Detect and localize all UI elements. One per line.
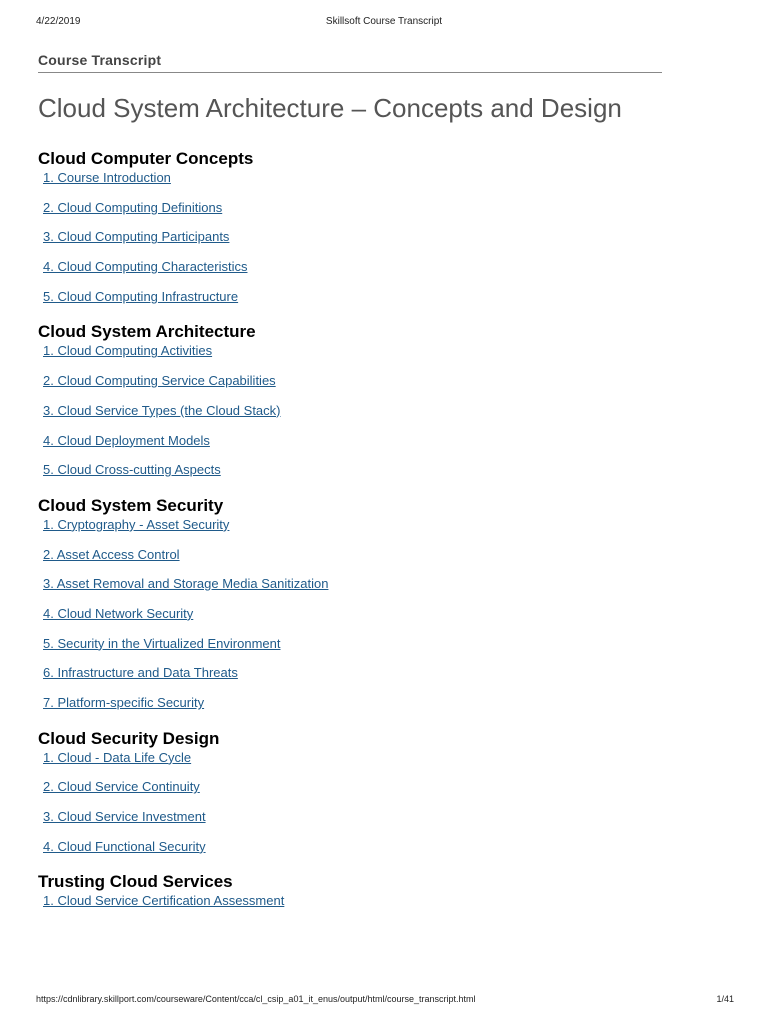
lesson-link[interactable]: 6. Infrastructure and Data Threats <box>43 665 238 681</box>
section-heading: Cloud System Security <box>38 495 224 515</box>
main-content <box>38 52 662 922</box>
lesson-list <box>38 169 662 317</box>
lesson-link[interactable]: 2. Cloud Computing Definitions <box>43 199 223 215</box>
section-heading: Trusting Cloud Services <box>38 872 233 892</box>
transcript-section <box>38 872 662 922</box>
section-heading: Cloud Computer Concepts <box>38 149 254 168</box>
lesson-link[interactable]: 1. Course Introduction <box>43 170 171 185</box>
lesson-item <box>38 228 662 258</box>
lesson-item <box>38 402 662 432</box>
lesson-item <box>38 749 662 779</box>
section-heading: Cloud System Architecture <box>38 322 256 342</box>
lesson-link[interactable]: 5. Cloud Computing Infrastructure <box>43 288 239 304</box>
lesson-link[interactable]: 4. Cloud Deployment Models <box>43 432 210 448</box>
page-number: 1/41 <box>716 994 734 1004</box>
lesson-item <box>38 546 662 576</box>
lesson-item <box>38 838 662 868</box>
lesson-item <box>38 605 662 635</box>
section-list <box>38 149 662 922</box>
lesson-link[interactable]: 4. Cloud Network Security <box>43 605 194 621</box>
lesson-link[interactable]: 1. Cloud Service Certification Assessment <box>43 893 285 909</box>
lesson-item <box>38 808 662 838</box>
lesson-item <box>38 664 662 694</box>
course-title: Cloud System Architecture – Concepts and Design <box>38 93 622 123</box>
lesson-item <box>38 778 662 808</box>
lesson-link[interactable]: 3. Cloud Service Investment <box>43 809 206 825</box>
lesson-list <box>38 516 662 724</box>
lesson-link[interactable]: 1. Cloud Computing Activities <box>43 343 213 359</box>
footer-url: https://cdnlibrary.skillport.com/courseware/Content/cca/cl_csip_a01_it_enus/output/html/course_transcript.html <box>36 994 476 1004</box>
lesson-link[interactable]: 2. Cloud Computing Service Capabilities <box>43 373 276 389</box>
lesson-list <box>38 342 662 490</box>
transcript-section <box>38 496 662 724</box>
lesson-link[interactable]: 5. Cloud Cross-cutting Aspects <box>43 462 221 478</box>
transcript-section <box>38 149 662 317</box>
lesson-link[interactable]: 1. Cloud - Data Life Cycle <box>43 749 192 765</box>
lesson-item <box>38 199 662 229</box>
lesson-item <box>38 372 662 402</box>
lesson-link[interactable]: 2. Asset Access Control <box>43 546 180 562</box>
transcript-label: Course Transcript <box>38 52 662 73</box>
lesson-item <box>38 258 662 288</box>
lesson-item <box>38 288 662 318</box>
lesson-link[interactable]: 3. Cloud Service Types (the Cloud Stack) <box>43 402 281 418</box>
lesson-item <box>38 432 662 462</box>
transcript-section <box>38 729 662 868</box>
lesson-link[interactable]: 3. Cloud Computing Participants <box>43 229 230 245</box>
lesson-item <box>38 516 662 546</box>
print-doc-title: Skillsoft Course Transcript <box>325 16 443 27</box>
lesson-link[interactable]: 4. Cloud Functional Security <box>43 838 206 854</box>
lesson-list <box>38 892 662 922</box>
lesson-item <box>38 575 662 605</box>
lesson-item <box>38 169 662 199</box>
lesson-item <box>38 635 662 665</box>
lesson-list <box>38 749 662 868</box>
print-date: 4/22/2019 <box>36 16 81 27</box>
lesson-item <box>38 892 662 922</box>
lesson-link[interactable]: 4. Cloud Computing Characteristics <box>43 259 248 275</box>
lesson-link[interactable]: 2. Cloud Service Continuity <box>43 779 200 795</box>
lesson-item <box>38 461 662 491</box>
lesson-link[interactable]: 7. Platform-specific Security <box>43 695 205 710</box>
print-header <box>0 16 768 30</box>
lesson-link[interactable]: 3. Asset Removal and Storage Media Sanitization <box>43 576 329 592</box>
lesson-link[interactable]: 1. Cryptography - Asset Security <box>43 516 230 532</box>
section-heading: Cloud Security Design <box>38 728 220 748</box>
transcript-section <box>38 322 662 490</box>
lesson-item <box>38 694 662 724</box>
lesson-item <box>38 342 662 372</box>
lesson-link[interactable]: 5. Security in the Virtualized Environment <box>43 635 281 651</box>
